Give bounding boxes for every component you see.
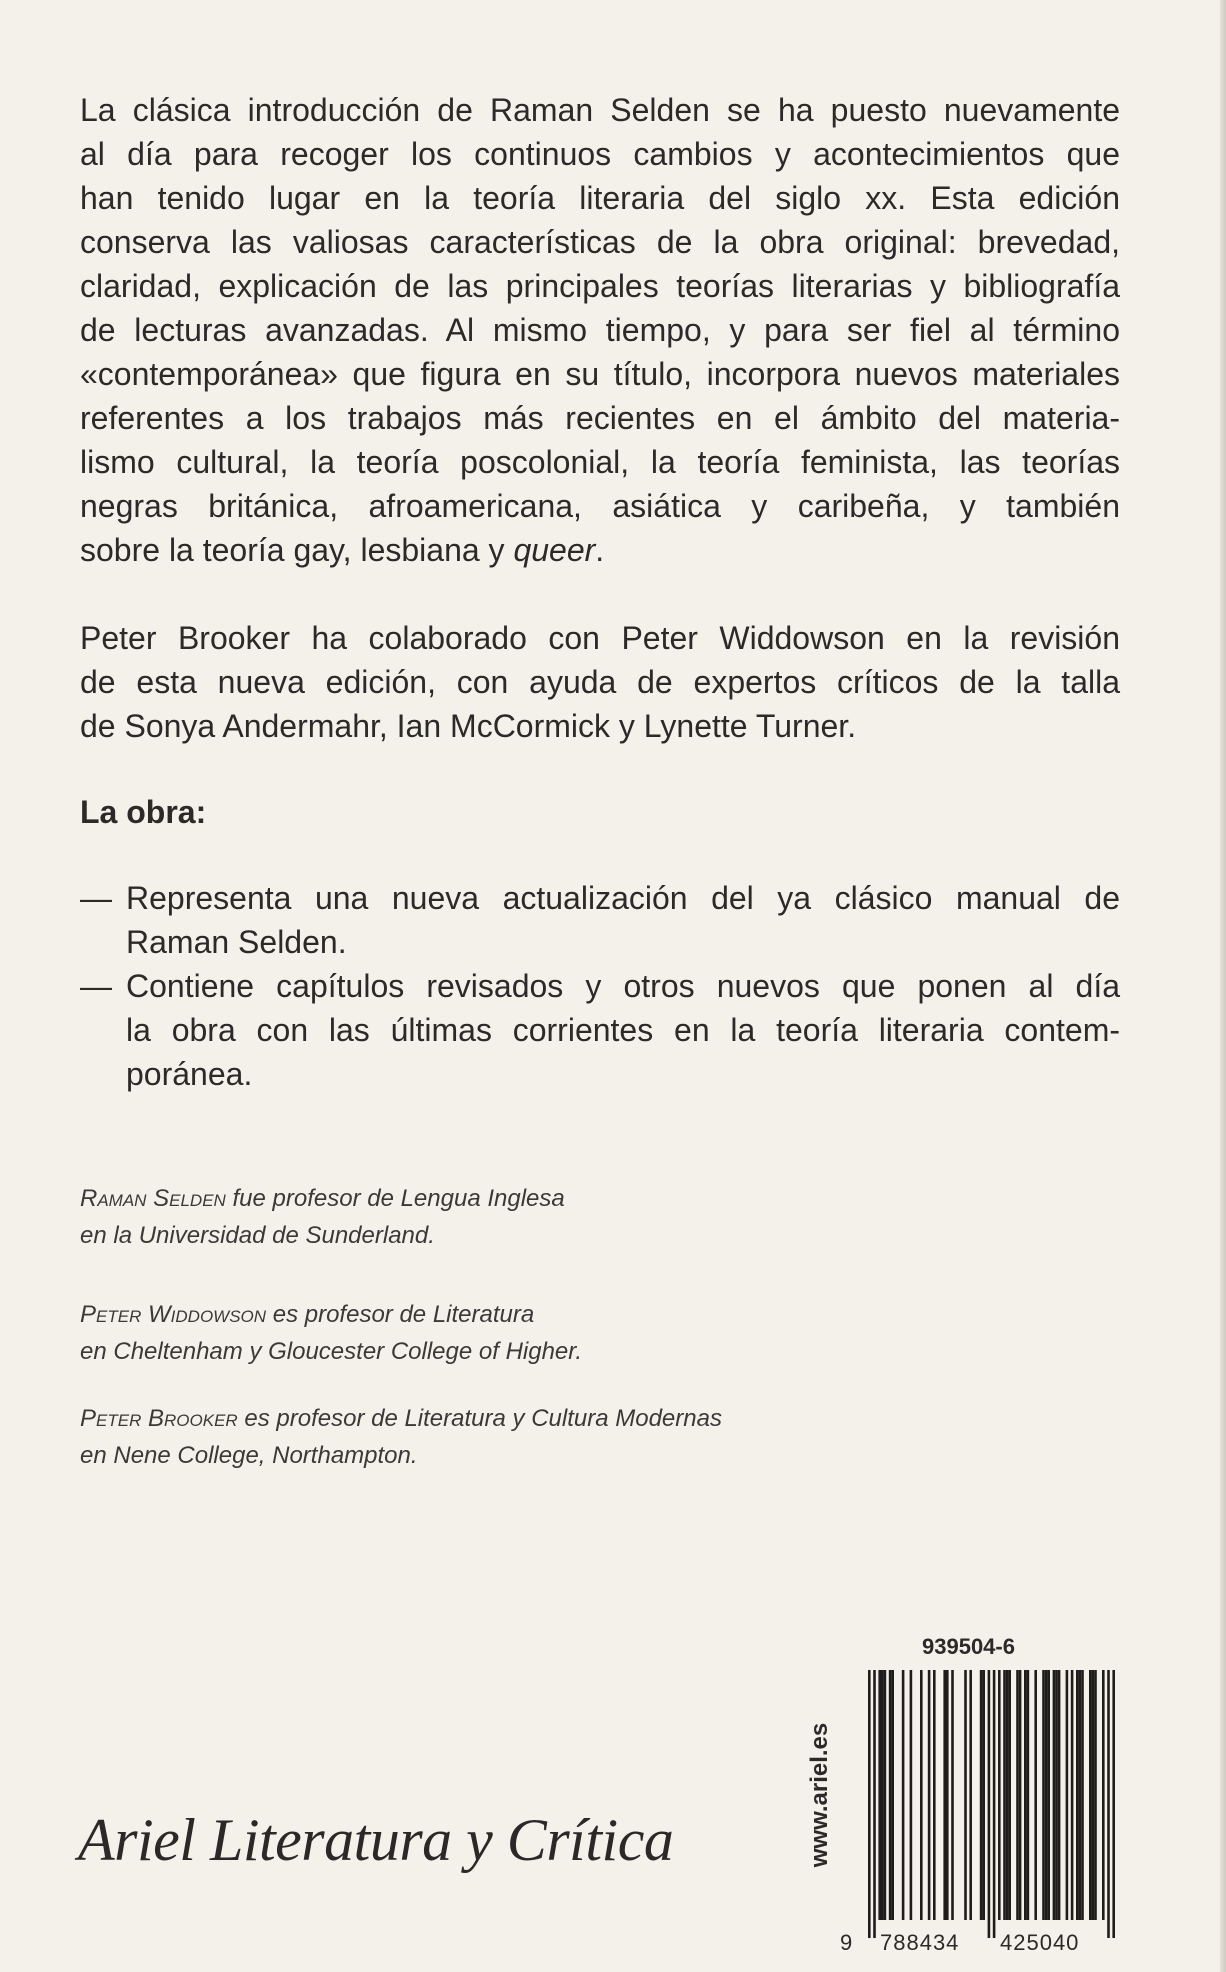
bio-name: Raman Selden: [80, 1185, 226, 1212]
barcode-bar: [1003, 1670, 1006, 1920]
bio-line: [80, 1400, 780, 1437]
intro-end-period: .: [595, 532, 605, 568]
barcode-bar: [1058, 1670, 1061, 1920]
barcode-bar: [1094, 1670, 1097, 1920]
obra-item-text: [126, 964, 1120, 1096]
bio-text: es profesor de Literatura y Cultura Modernas: [237, 1405, 722, 1432]
barcode-bar: [980, 1670, 983, 1920]
bio-line: en Nene College, Northampton.: [80, 1442, 418, 1469]
collab-line: Peter Brooker ha colaborado con Peter Widdowson en la revisión: [80, 620, 1120, 656]
barcode-bar: [1076, 1670, 1079, 1920]
barcode-bar: [928, 1670, 931, 1920]
barcode-bar: [920, 1670, 923, 1920]
barcode-bars: [862, 1670, 1122, 1940]
barcode-bar: [1079, 1670, 1082, 1920]
author-bio: [80, 1180, 780, 1254]
barcode-bar: [1081, 1670, 1084, 1920]
obra-line: Contiene capítulos revisados y otros nuevos que ponen al día: [126, 968, 1120, 1004]
website-text: www.ariel.es: [806, 1722, 833, 1868]
page-edge-shadow: [1220, 0, 1226, 1972]
intro-line: La clásica introducción de Raman Selden se ha puesto nuevamente: [80, 92, 1120, 128]
barcode-bar: [946, 1670, 949, 1920]
intro-line: han tenido lugar en la teoría literaria del siglo xx. Esta edición: [80, 180, 1120, 216]
barcode-bar: [1024, 1670, 1027, 1920]
series-title: Ariel Literatura y Crítica: [78, 1807, 674, 1873]
barcode: [862, 1670, 1122, 1950]
intro-line: lismo cultural, la teoría poscolonial, la teoría feminista, las teorías: [80, 444, 1120, 480]
barcode-left-group: 788434: [880, 1930, 960, 1955]
barcode-bar: [1034, 1670, 1037, 1920]
bio-line: [80, 1296, 780, 1333]
obra-line: poránea.: [126, 1056, 253, 1092]
intro-last-line: [80, 528, 1120, 572]
barcode-bar: [1102, 1670, 1105, 1920]
intro-line: «contemporánea» que figura en su título, incorpora nuevos materiales: [80, 356, 1120, 392]
barcode-bar: [884, 1670, 887, 1920]
intro-line: sobre la teoría gay, lesbiana y: [80, 532, 505, 568]
barcode-bar: [1006, 1670, 1009, 1920]
publisher-code: 939504-6: [922, 1634, 1015, 1659]
barcode-bar: [1066, 1670, 1069, 1920]
bio-line: [80, 1180, 780, 1217]
bio-text: fue profesor de Lengua Inglesa: [225, 1185, 565, 1212]
publisher-website: [800, 1700, 840, 1890]
intro-line: conserva las valiosas características de la obra original: brevedad,: [80, 224, 1120, 260]
barcode-bar: [969, 1670, 972, 1920]
barcode-bar: [1047, 1670, 1050, 1920]
barcode-bar: [1071, 1670, 1074, 1920]
barcode-bar: [910, 1670, 913, 1920]
bio-line: en Cheltenham y Gloucester College of Higher.: [80, 1338, 583, 1365]
intro-line: negras británica, afroamericana, asiática y caribeña, y también: [80, 488, 1120, 524]
intro-line: referentes a los trabajos más recientes en el ámbito del materia-: [80, 400, 1120, 436]
dash-bullet: —: [80, 880, 112, 916]
barcode-bar: [889, 1670, 892, 1920]
barcode-bar: [1089, 1670, 1092, 1920]
intro-paragraph: [80, 88, 1120, 572]
barcode-bar: [988, 1670, 991, 1938]
obra-line: la obra con las últimas corrientes en la teoría literaria contem-: [126, 1012, 1120, 1048]
barcode-bar: [943, 1670, 946, 1920]
queer-italic: queer: [513, 532, 596, 568]
barcode-right-group: 425040: [1000, 1930, 1080, 1955]
barcode-bar: [951, 1670, 954, 1920]
barcode-lead-digit: 9: [840, 1930, 853, 1955]
intro-line: claridad, explicación de las principales teorías literarias y bibliografía: [80, 268, 1120, 304]
bio-name: Peter Widdowson: [80, 1301, 267, 1328]
bio-text: es profesor de Literatura: [266, 1301, 535, 1328]
author-bio: [80, 1296, 780, 1370]
collab-line: de esta nueva edición, con ayuda de expertos críticos de la talla: [80, 664, 1120, 700]
bio-name: Peter Brooker: [80, 1405, 238, 1432]
barcode-bar: [993, 1670, 996, 1938]
author-bio: [80, 1400, 780, 1474]
obra-line: Raman Selden.: [126, 924, 347, 960]
barcode-bar: [1019, 1670, 1022, 1920]
intro-line: de lecturas avanzadas. Al mismo tiempo, y para ser fiel al término: [80, 312, 1120, 348]
barcode-bar: [902, 1670, 905, 1920]
collaboration-paragraph: [80, 616, 1120, 748]
barcode-bar: [982, 1670, 985, 1920]
obra-heading: La obra:: [80, 794, 207, 830]
barcode-bar: [1016, 1670, 1019, 1920]
barcode-bar: [1107, 1670, 1110, 1938]
barcode-bar: [1008, 1670, 1011, 1920]
barcode-bar: [1055, 1670, 1058, 1920]
intro-line: al día para recoger los continuos cambios y acontecimientos que: [80, 136, 1120, 172]
barcode-bar: [964, 1670, 967, 1920]
obra-item-text: [126, 876, 1120, 964]
collab-line: de Sonya Andermahr, Ian McCormick y Lynette Turner.: [80, 708, 857, 744]
barcode-bar: [1112, 1670, 1115, 1938]
barcode-bar: [1092, 1670, 1095, 1920]
barcode-bar: [1053, 1670, 1056, 1920]
barcode-bar: [998, 1670, 1001, 1920]
barcode-number: [840, 1930, 1080, 1956]
obra-line: Representa una nueva actualización del ya clásico manual de: [126, 880, 1120, 916]
bio-line: en la Universidad de Sunderland.: [80, 1222, 435, 1249]
barcode-bar: [881, 1670, 884, 1920]
barcode-bar: [868, 1670, 871, 1938]
barcode-bar: [873, 1670, 876, 1938]
barcode-bar: [878, 1670, 881, 1920]
barcode-bar: [1045, 1670, 1048, 1920]
barcode-bar: [1042, 1670, 1045, 1920]
barcode-bar: [1027, 1670, 1030, 1920]
barcode-bar: [933, 1670, 936, 1920]
barcode-bar: [891, 1670, 894, 1920]
dash-bullet: —: [80, 968, 112, 1004]
